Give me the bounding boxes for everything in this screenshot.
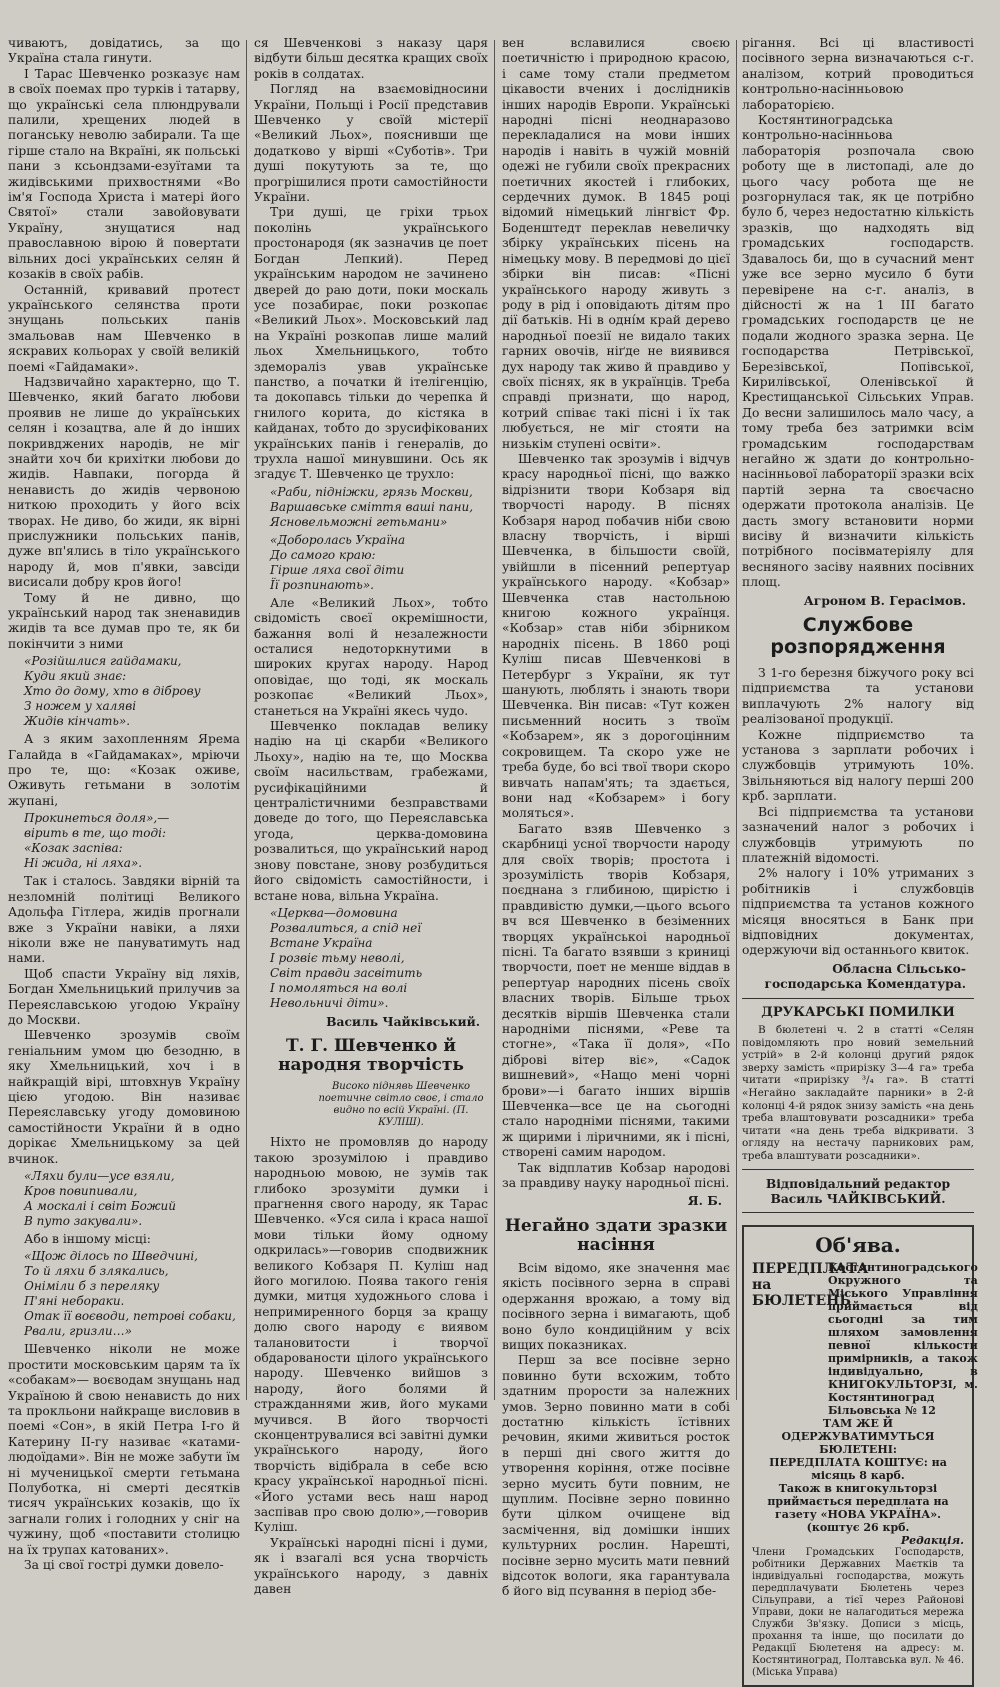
paragraph: Всі підприємства та установи зазначений налог з робочих і службовців утримують по платежній відомості.: [742, 804, 974, 865]
verse-line: Прокинеться доля»,—: [24, 811, 170, 826]
verse-line: То й ляхи б злякались,: [24, 1264, 169, 1279]
verse-line: «Козак заспіва:: [24, 841, 123, 856]
verse-line: Ні жида, ні ляха».: [24, 856, 143, 871]
verse-line: Її розпинають».: [270, 577, 374, 592]
column-1: [8, 36, 240, 1574]
verse-line: З ножем у халяві: [24, 699, 137, 714]
verse: [24, 654, 240, 729]
verse-line: І розвіє тьму неволі,: [270, 950, 405, 965]
notice-left: ПЕРЕДПЛАТА на БЮЛЕТЕНЬ: [752, 1261, 869, 1310]
notice-box: [742, 1225, 978, 1687]
notice-body: Члени Громадських Господарств, робітники Державних Маєтків та індивідуальні господарства, можуть передплачувати Бюлетень через Сільуправи, а тієї через Районові Управи, доки не налагодиться мережа Служби Зв'язку. Дописи з місць, прохання та інше, що посилати до Редакції Бюлетеня на адресу: м. Костянтиноград, Полтавська вул. № 46. (Міська Управа): [752, 1547, 964, 1679]
article-title: ДРУКАРСЬКІ ПОМИЛКИ: [761, 1004, 955, 1020]
paragraph: 2% налогу і 10% утриманих з робітників і службовців підприємства та установ кожного місяця вносяться в Банк при відповідних документах, одержуючи від останнього квиток.: [742, 866, 974, 958]
column-3: [502, 36, 730, 1600]
paragraph: Кожне підприємство та установа з зарплати робочих і службовців утримують 10%. Звільняються від налогу перші 200 крб. зарплати.: [742, 727, 974, 804]
column-divider: [494, 40, 495, 1400]
verse-line: Отак її воєводи, петрові собаки,: [24, 1309, 236, 1324]
paragraph: Тому й не дивно, що український народ так зненавидив жидів та все думав про те, як би покінчити з ними: [8, 590, 240, 651]
verse: [270, 485, 488, 530]
verse-line: Розвалиться, а спід неї: [270, 920, 422, 935]
paragraph: вен вславилися своєю поетичністю і природною красою, і саме тому стали предметом цікавости вчених і дослідників інших народів Европи. Українські народні пісні неоднаразово перекладалися на мови інших народів і навіть в чужій мовній одежі не губили своїх прекрасних поетичних якостей і глибоких, сердечних думок. В 1845 році відомий німецький лінгвіст Фр. Боденштедт переклав невеличку збірку українських пісень на німецьку мову. В передмові до цієї збірки він писав: «Пісні українського народу живуть з роду в рід і оповідають дітям про дії батьків. Ні в одні́м край дерево народньої поезії не видало таких гарних овочів, ніґде не виявився дух народу так живо й правдиво у своїх піснях, як в українців. Треба справді признати, що народ, котрий співає такі пісні і їх так любується, не міг стояти на низькім ступені освіти».: [502, 36, 730, 451]
paragraph: Останній, кривавий протест українського селянства проти знущань польських панів змальовав нам Шевченко в яскравих кольорах у своїй великій поемі «Гайдамаки».: [8, 282, 240, 374]
paragraph: Але «Великий Льох», тобто свідомість своєї окремішности, бажання волі й незалежности осталися недоторкнутими в широких кругах народу. Народ оповідає, що тоді, як москаль розкопає «Великий Льох», станеться на Україні якесь чудо.: [254, 595, 488, 718]
paragraph: За ці свої гострі думки довело-: [24, 1558, 224, 1573]
author-signature: Агроном В. Герасімов.: [803, 592, 966, 608]
paragraph: рігання. Всі ці властивості посівного зерна визначаються с-г. аналізом, котрий проводиться контрольно-насінньовою лабораторією.: [742, 36, 974, 112]
verse: [24, 811, 240, 871]
verse: [270, 906, 488, 1011]
column-divider: [246, 40, 247, 1400]
paragraph: Всім відомо, яке значення має якість посівного зерна в справі одержання врожаю, а тому від посівного зерна і вимагають, щоб воно було кондиційним у всіх вищих показниках.: [502, 1260, 730, 1352]
verse-line: І помоляться на волі: [270, 980, 408, 995]
paragraph: Шевченко покладав велику надію на ці скарби «Великого Льоху», надію на те, що Москва своїм насильствам, грабежами, русифікаційними й централістичними безправствами доведе до того, що Переяславська угода, церква-домовина розвалиться, що український народ знову повстане, знову розбудиться його свідомість самостійности, і встане нова, вільна Україна.: [254, 719, 488, 903]
column-4: [742, 36, 978, 1687]
paragraph: Надзвичайно характерно, що Т. Шевченко, який багато любови проявив не лише до українських селян і козацтва, але й до інших покривджених народів, не міг знайти хоч би крихітки любови до жидів. Навпаки, погорда й ненависть до жидів червоною ниткою проходить у його всіх творах. Не диво, бо жиди, як вірні прислужники польських панів, дуже вп'ялись в тіло українського народу й, мов п'явки, завсіди висисали добру кров його!: [8, 374, 240, 590]
paragraph: І Тарас Шевченко розказує нам в своїх поемах про турків і татарву, що українські села плюндрували палили, хрещених людей в поганську неволю забирали. Та ще гірше стало на Вкраїні, як польські пани з ксьондзами-езуїтами та жидівськими прихвостнями «Во ім'я Господа Христа і матері його Святої» стали завойовувати Україну, знущатися над православною вірою й повертати вільних досі українських селян й козаків в своїх рабів.: [8, 66, 240, 282]
paragraph: Погляд на взаємовідносини України, Польщі і Росії представив Шевченко у своїй містерії «Великий Льох», пояснивши ще додатково у вірші «Суботів». Три душі покутують за те, що прогрішилися проти самостійности України.: [254, 82, 488, 205]
notice-title: Об'ява.: [815, 1233, 901, 1258]
paragraph: Перш за все посівне зерно повинно бути всхожим, тобто здатним прорости за належних умов. Зерно повинно мати в собі достатню кількість їстівних речовин, якими живиться росток в перші дні свого життя до утворення коріння, отже посівне зерно мусить бути повним, не щуплим. Посівне зерно повинно бути цілком очищене від засмічення, від домішки інших культурних рослин. Нарешті, посівне зерно мусить мати певний відсоток вологи, яка гарантувала б його від псування в період збе-: [502, 1353, 730, 1599]
verse-line: вірить в те, що тоді:: [24, 826, 167, 841]
verse-line: П'яні небораки.: [24, 1294, 125, 1309]
verse-line: Невольничі діти».: [270, 995, 389, 1010]
notice-also: ТАМ ЖЕ Й ОДЕРЖУВАТИМУТЬСЯ БЮЛЕТЕНІ:: [781, 1417, 935, 1457]
verse-line: «Щож ділось по Шведчині,: [24, 1249, 198, 1264]
verse: [24, 1169, 240, 1229]
paragraph: З 1-го березня біжучого року всі підприємства та установи виплачують 2% налогу від реалізованої продукції.: [742, 666, 974, 727]
verse-line: «Розійшлися гайдамаки,: [24, 654, 182, 669]
paragraph: Так і сталось. Завдяки вірній та незломній політиці Великого Адольфа Гітлера, жидів прогнали вже з України навіки, а ляхи ніколи вже не пануватимуть над нами.: [8, 874, 240, 966]
verse-line: Гірше ляха свої діти: [270, 562, 405, 577]
paragraph: Ніхто не промовляв до народу такою зрозумілою і правдиво народньою мовою, не зумів так глибоко зрозуміти думки і прагнення свого народу, як Тарас Шевченко. «Уся сила і краса нашої мови тільки йому одному одкрилась»—говорив сподвижник великого Кобзаря П. Куліш над його могилою. Поява такого генія думки, митця художнього слова і непримиренного борця за кращу долю свого народу є виявом талановитости і творчої обдарованости цілого українського народу. Шевченко вийшов з народу, його болями й стражданнями жив, його муками мучився. В його творчості сконцентрувалися всі завітні думки українського народу, його творчість відібрала в себе всю красу української народньої пісні. «Його устами весь наш народ заспівав про свою долю»,—говорив Куліш.: [254, 1135, 488, 1535]
paragraph: Багато взяв Шевченко з скарбниці усної творчости народу для своїх творів; простота і зрозумілість творів Кобзаря, поєднана з глибиною, щирістю і правдивістю думки,—цього всього вч вся Шевченко в безіменних творцях українськоі народньої пісні. Та багато взявши з криниці творчости, поет не менше віддав в репертуар народних пісень своїх власних творів. Більше трьох десятків віршів Шевченка стали народніми піснями, «Реве та стогне», «Така її доля», «По діброві вітер віє», «Садок вишневий», «Нащо мені чорні брови»—і багато інших віршів Шевченка—все це на сьогодні стало народніми піснями, такими ж щирими і ліричними, як і пісні, створені самим народом.: [502, 821, 730, 1160]
paragraph: Шевченко зрозумів своїм геніальним умом цю безодню, в яку Хмельницький, хоч і в найкращій вірі, штовхнув Україну цією угодою. Він називає Переяславську угоду домовиною самостійности України й в одно дорікає Хмельницькому за цей вчинок.: [8, 1028, 240, 1166]
verse-line: «Доборолась Україна: [270, 532, 406, 547]
author-signature: Василь Чайківський.: [326, 1013, 480, 1029]
verse-line: Ясновельможні гетьмани»: [270, 514, 448, 529]
verse-line: Жидів кінчать».: [24, 714, 131, 729]
paragraph: А з яким захопленням Ярема Галайда в «Гайдамаках», мріючи про те, що: «Козак оживе, Оживуть гетьмани в золотім жупані,: [8, 732, 240, 808]
article-title: Т. Г. Шевченко й народня творчість: [278, 1036, 464, 1076]
notice-newspaper: Також в книгокульторзі приймається передплата на газету «НОВА УКРАЇНА». (коштує 26 крб.: [767, 1482, 949, 1535]
paragraph: Українські народні пісні і думи, як і взагалі вся усна творчість українського народу, з давніх давен: [254, 1535, 488, 1597]
verse-line: «Церква—домовина: [270, 905, 398, 920]
paragraph: Три душі, це гріхи трьох поколінь українського простонародя (як зазначив це поет Богдан Лепкий). Перед українським народом не зачинено дверей до раю доти, поки москаль усе позабирає, поки розкопає «Великий Льох». Московський лад на Україні розкопав лише малий льох Хмельницького, тобто здемораліз ував українське панство, а початки й ітелігенцію, та докопавсь тільки до черепка й гнилого корита, до кістяка в кайданах, тобто до зрусифікованих українських панів і генералів, до трухла нашої минувшини. Ось як згадує Т. Шевченко це трухло:: [254, 205, 488, 482]
paragraph: ся Шевченкові з наказу царя відбути більш десятка кращих своїх років в солдатах.: [254, 36, 488, 81]
verse-line: Куди який знає:: [24, 669, 127, 684]
paragraph: Щоб спасти Україну від ляхів, Богдан Хмельницький прилучив за Переяславською угодою Україну до Москви.: [8, 966, 240, 1027]
notice-price: ПЕРЕДПЛАТА КОШТУЄ: на місяць 8 карб.: [769, 1456, 947, 1483]
author-signature: Я. Б.: [687, 1193, 722, 1209]
verse: [270, 533, 488, 593]
author-signature: Обласна Сільсько-господарська Комендатура.: [764, 960, 966, 992]
notice-right: Костянтиноградського Окружного та Міського Управління приймається від сьогодні за тим шляхом замовлення певної кількости примірників, а також індивідуально, в КНИГОКУЛЬТОРЗІ, м. Костянтиноград Більовська № 12: [828, 1261, 978, 1418]
article-title: Негайно здати зразки насіння: [504, 1215, 728, 1255]
verse: [24, 1249, 240, 1339]
verse-line: До самого краю:: [270, 547, 376, 562]
notice-redaction: Редакція.: [900, 1534, 964, 1548]
column-divider: [736, 40, 737, 1400]
verse-line: Встане Україна: [270, 935, 373, 950]
divider: [742, 1169, 974, 1170]
paragraph: Або в іншому місці:: [24, 1232, 151, 1246]
column-2: [254, 36, 488, 1598]
paragraph: чиваютъ, довідатись, за що Україна стала гинути.: [8, 36, 240, 66]
verse-line: Рвали, гризли…»: [24, 1324, 132, 1339]
verse-line: Хто до дому, хто в діброву: [24, 684, 201, 699]
verse-line: Оніміли б з переляку: [24, 1279, 160, 1294]
verse-line: Світ правди засвітить: [270, 965, 423, 980]
paragraph: Шевченко так зрозумів і відчув красу народньої пісні, що важко відрізнити твори Кобзаря від творчості народу. В піснях Кобзаря народ побачив ніби свою власну творчість, і вірші Шевченка, в більшости своїй, увійшли в пісенний репертуар українського народу. «Кобзар» Шевченка став настольною книгою кожного українця. «Кобзар» став ніби збірником народніх пісень. В 1860 році Куліш писав Шевченкові в Петербург з України, як тут шанують, люблять і знають твори Шевченка. Він писав: «Тут кожен письменний носить з твоїм «Кобзарем», як з дорогоцінним сокровищем. Та скоро уже не треба буде, бо всі твої твори скоро вивчать напам'ять; та здається, вони над «Кобзарем» і богу моляться».: [502, 451, 730, 821]
paragraph: В бюлетені ч. 2 в статті «Селян повідомляють про новий земельний устрій» в 2-й колонці другий рядок зверху замість «прирізку 3—4 га» треба читати «прирізку ³/₄ га». В статті «Негайно закладайте парники» в 2-й колонці 4-й рядок знизу замість «на день треба влаштовувати розсадники» треба читати «на день треба відкривати. З огляду на нестачу парникових рам, треба влаштувати розсадники».: [742, 1023, 974, 1162]
verse-line: В путо закували».: [24, 1214, 143, 1228]
article-title: Службове розпорядження: [770, 614, 946, 659]
paragraph: Так відплатив Кобзар народові за правдиву науку народньої пісні.: [502, 1160, 730, 1191]
divider: [742, 998, 974, 999]
verse-line: «Ляхи були—усе взяли,: [24, 1169, 175, 1183]
editor-label: Відповідальний редактор: [765, 1175, 951, 1191]
verse-line: Кров повипивали,: [24, 1184, 138, 1198]
verse-line: Варшавське сміття ваші пани,: [270, 499, 474, 514]
epigraph: Високо піднявь Шевченко поетичне світло своє, і стало видно по всій Україні. (П. КУЛІШ).: [318, 1081, 484, 1129]
paragraph: Шевченко ніколи не може простити московським царям та їх «собакам»— воєводам знущань над Україною й свою ненависть до них та прокльони найкраще висловив в поемі «Сон», в якій Петра І-го й Катерину ІІ-гу називає «катами-людоїдами». Він не може забути їм ні мученицької смерти гетьмана Полуботка, ні смерті десятків тисяч українських козаків, що їх загнали голих і голодних у сніг на чужину, щоб «поставити столицю на їх трупах катованих».: [8, 1342, 240, 1557]
verse-line: А москалі і світ Божий: [24, 1199, 176, 1213]
paragraph: Костянтиноградська контрольно-насінньова лабораторія розпочала свою роботу ще в листопаді, але до цього часу робота ще не розгорнулася так, як це потрібно було б, через недостатню кількість зразків, що надходять від громадських господарств. Здавалось би, що в сучасний мент уже все зерно мусило б бути перевірене на с-г. аналіз, в дійсності ж на 1 ІІІ багато громадських господарств це не подали жодного зразка зерна. Це господарства Петрівської, Березівської, Попівської, Кирилівської, Оленівської й Крестищанської Сільських Управ. До весни залишилось мало часу, а тому треба без затримки всім громадським господарствам негайно ж здати до контрольно-насінньової лабораторії зразки всіх партій зерна та своєчасно одержати протокола аналізів. Це дасть змогу встановити норми висіву й визначити кількість потрібного посівматеріялу для весняного засіву наявних посівних площ.: [742, 113, 974, 590]
verse-line: «Раби, підніжки, грязь Москви,: [270, 484, 473, 499]
divider: [742, 1212, 974, 1213]
editor-name: Василь ЧАЙКІВСЬКИЙ.: [770, 1190, 946, 1206]
notice-header: [752, 1261, 978, 1418]
